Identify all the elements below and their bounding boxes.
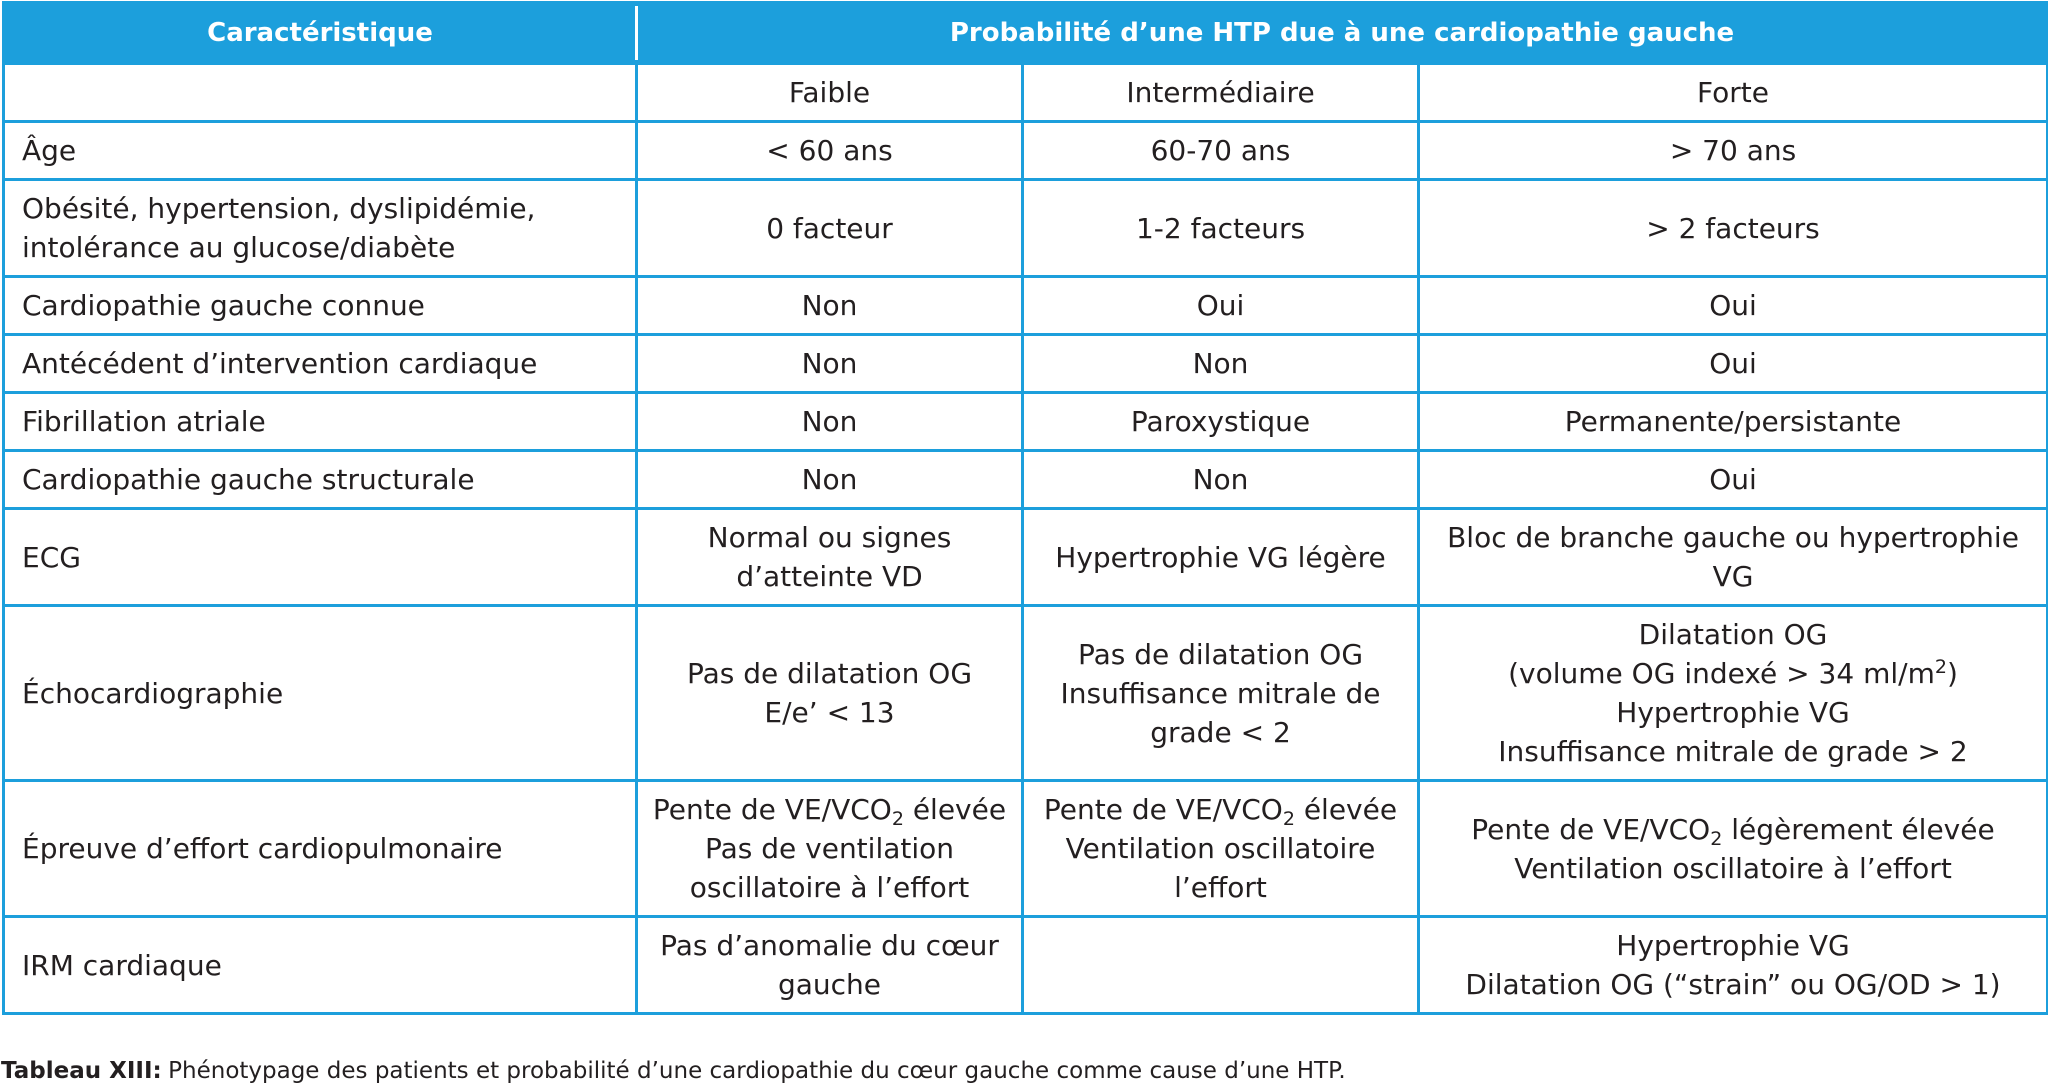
cell-line: E/e’ < 13	[764, 696, 895, 729]
cell-line: Fibrillation atriale	[22, 405, 266, 438]
forte-cell	[1419, 122, 2048, 180]
faible-cell	[637, 509, 1023, 606]
table-caption	[1, 1057, 1346, 1085]
forte-cell	[1419, 451, 2048, 509]
cell-line: gauche	[777, 968, 882, 1001]
faible-cell	[637, 277, 1023, 335]
cell-line: Non	[1192, 463, 1249, 496]
cell-line: Non	[801, 289, 858, 322]
cell-line	[1030, 790, 1411, 829]
intermediaire-cell	[1023, 335, 1419, 393]
intermediaire-cell	[1023, 277, 1419, 335]
cell-line: l’effort	[1174, 871, 1267, 904]
faible-cell	[637, 180, 1023, 277]
header-characteristic: Caractéristique	[4, 3, 637, 64]
cell-line: Oui	[1196, 289, 1245, 322]
intermediaire-cell	[1023, 180, 1419, 277]
faible-cell	[637, 393, 1023, 451]
cell-line: Oui	[1709, 289, 1757, 322]
cell-line	[1426, 654, 2040, 693]
table-row	[4, 781, 2048, 917]
cell-line: 0 facteur	[766, 211, 893, 245]
intermediaire-cell	[1023, 451, 1419, 509]
row-label	[4, 335, 637, 393]
intermediaire-cell	[1023, 122, 1419, 180]
text-run: Pente de VE/VCO	[652, 793, 892, 826]
faible-cell	[637, 122, 1023, 180]
cell-line: Oui	[1709, 347, 1757, 380]
table-row	[4, 509, 2048, 606]
table-row	[4, 122, 2048, 180]
level-empty-cell	[4, 64, 637, 122]
cell-line	[1426, 810, 2040, 849]
subscript: 2	[891, 808, 904, 831]
row-label	[4, 393, 637, 451]
cell-line: Dilatation OG	[1638, 618, 1828, 651]
cell-line	[644, 790, 1015, 829]
row-label	[4, 180, 637, 277]
table-body	[4, 122, 2048, 1014]
level-intermediaire: Intermédiaire	[1023, 64, 1419, 122]
table-row	[4, 606, 2048, 781]
cell-line: VG	[1712, 560, 1754, 593]
text-run: légèrement élevée	[1722, 812, 1995, 846]
cell-line: Non	[801, 347, 858, 380]
cell-line: Normal ou signes	[707, 521, 952, 554]
cell-line: Pas de dilatation OG	[1077, 637, 1364, 671]
cell-line: Pas de ventilation	[704, 832, 955, 865]
row-label	[4, 509, 637, 606]
cell-line: Ventilation oscillatoire à l’effort	[1514, 851, 1952, 885]
forte-cell	[1419, 393, 2048, 451]
cell-line: ECG	[22, 540, 81, 574]
table-header-row	[4, 3, 2048, 64]
table-row	[4, 180, 2048, 277]
text-run: élevée	[1294, 793, 1398, 826]
caption-label: Tableau XIII:	[1, 1058, 162, 1084]
cell-line: Dilatation OG (“strain” ou OG/OD > 1)	[1465, 968, 2001, 1001]
intermediaire-cell	[1023, 917, 1419, 1014]
table-row	[4, 277, 2048, 335]
faible-cell	[637, 451, 1023, 509]
subscript: 2	[1710, 827, 1723, 850]
forte-cell	[1419, 781, 2048, 917]
intermediaire-cell	[1023, 606, 1419, 781]
subscript: 2	[1282, 808, 1295, 831]
row-label	[4, 781, 637, 917]
text-run: )	[1946, 657, 1958, 690]
row-label	[4, 277, 637, 335]
header-probability: Probabilité d’une HTP due à une cardiopathie gauche	[637, 3, 2048, 64]
cell-line: Bloc de branche gauche ou hypertrophie	[1447, 521, 2019, 554]
row-label	[4, 451, 637, 509]
forte-cell	[1419, 509, 2048, 606]
forte-cell	[1419, 606, 2048, 781]
cell-line: Non	[1192, 347, 1249, 380]
cell-line: > 2 facteurs	[1646, 211, 1820, 245]
cell-line: intolérance au glucose/diabète	[22, 231, 456, 264]
cell-line: Pas de dilatation OG	[686, 657, 973, 690]
caption-text: Phénotypage des patients et probabilité d’une cardiopathie du cœur gauche comme cause d’une HTP.	[168, 1058, 1346, 1084]
forte-cell	[1419, 180, 2048, 277]
cell-line: oscillatoire à l’effort	[689, 871, 970, 904]
table-row	[4, 451, 2048, 509]
cell-line: Cardiopathie gauche connue	[22, 289, 425, 322]
cell-line: Permanente/persistante	[1564, 405, 1902, 438]
cell-line: Hypertrophie VG	[1616, 696, 1850, 729]
faible-cell	[637, 335, 1023, 393]
text-run: élevée	[903, 793, 1007, 826]
cell-line: Épreuve d’effort cardiopulmonaire	[22, 832, 503, 865]
intermediaire-cell	[1023, 781, 1419, 917]
table-row	[4, 393, 2048, 451]
cell-line: Pas d’anomalie du cœur	[660, 929, 999, 962]
cell-line: > 70 ans	[1669, 134, 1797, 167]
cell-line: < 60 ans	[766, 134, 893, 167]
cell-line: d’atteinte VD	[736, 560, 923, 593]
level-forte: Forte	[1419, 64, 2048, 122]
text-run: Pente de VE/VCO	[1471, 812, 1711, 846]
cell-line: Insuffisance mitrale de grade > 2	[1498, 735, 1968, 768]
row-label	[4, 122, 637, 180]
forte-cell	[1419, 335, 2048, 393]
cell-line: Antécédent d’intervention cardiaque	[22, 347, 538, 380]
forte-cell	[1419, 277, 2048, 335]
cell-line: Âge	[22, 134, 77, 167]
row-label	[4, 917, 637, 1014]
cell-line: Hypertrophie VG légère	[1055, 540, 1386, 574]
table-row	[4, 335, 2048, 393]
cell-line: Paroxystique	[1130, 405, 1311, 438]
cell-line: Ventilation oscillatoire	[1065, 832, 1376, 865]
superscript: 2	[1934, 656, 1947, 679]
intermediaire-cell	[1023, 393, 1419, 451]
faible-cell	[637, 781, 1023, 917]
cell-line: Hypertrophie VG	[1616, 929, 1850, 962]
cell-line: 60-70 ans	[1150, 134, 1291, 167]
cell-line: Non	[801, 405, 858, 438]
intermediaire-cell	[1023, 509, 1419, 606]
table-row	[4, 917, 2048, 1014]
cell-line: Échocardiographie	[22, 676, 284, 710]
text-run: Pente de VE/VCO	[1043, 793, 1283, 826]
level-row	[4, 64, 2048, 122]
forte-cell	[1419, 917, 2048, 1014]
cell-line: Insuffisance mitrale de	[1060, 676, 1381, 710]
cell-line: 1-2 facteurs	[1135, 211, 1306, 245]
faible-cell	[637, 606, 1023, 781]
faible-cell	[637, 917, 1023, 1014]
cell-line: Non	[801, 463, 858, 496]
level-faible: Faible	[637, 64, 1023, 122]
text-run: (volume OG indexé > 34 ml/m	[1508, 657, 1935, 690]
cell-line: Obésité, hypertension, dyslipidémie,	[22, 192, 536, 225]
phenotype-table	[2, 1, 2048, 1015]
cell-line: IRM cardiaque	[22, 948, 222, 982]
cell-line: grade < 2	[1150, 715, 1291, 749]
cell-line: Oui	[1709, 463, 1757, 496]
row-label	[4, 606, 637, 781]
cell-line: Cardiopathie gauche structurale	[22, 463, 475, 496]
